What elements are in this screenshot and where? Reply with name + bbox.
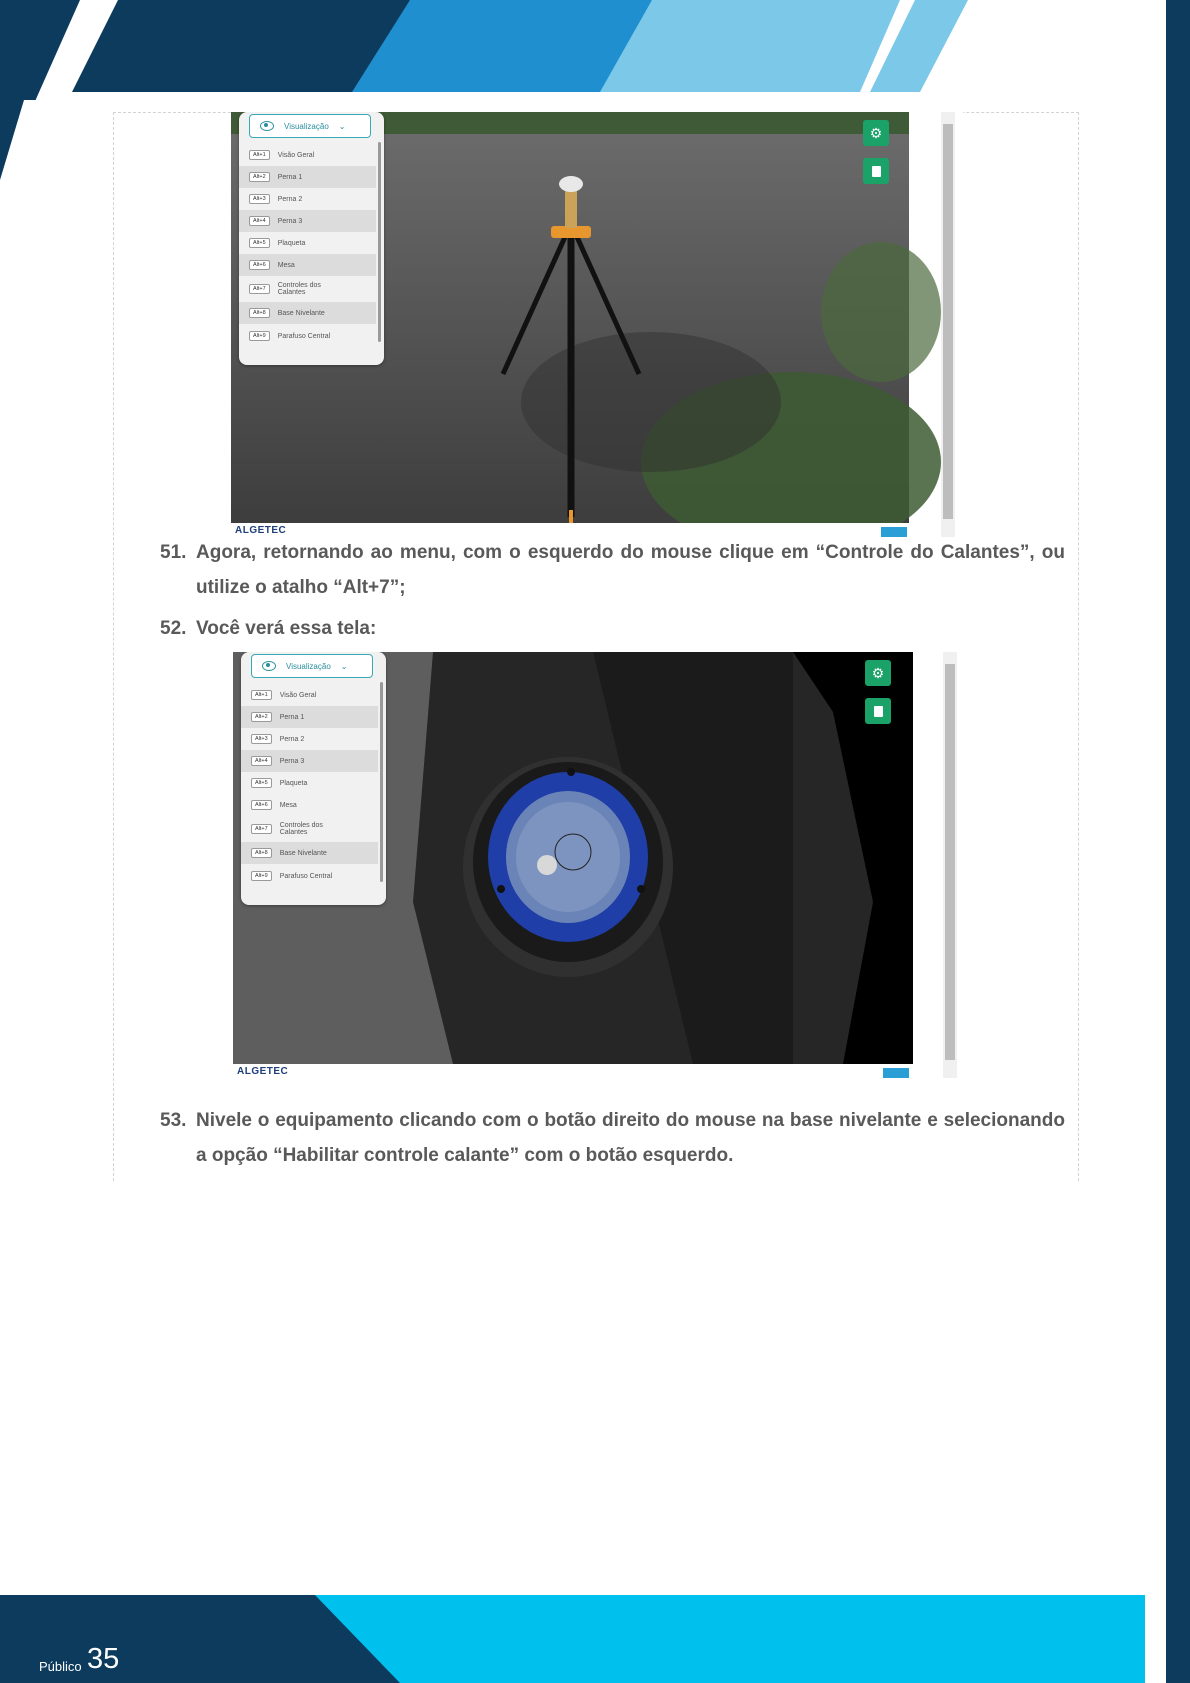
settings-icon: ⚙ [871,664,885,681]
menu-item-base-nivelante[interactable]: Alt+8 Base Nivelante [241,842,378,864]
menu-item-controles-dos-calantes[interactable]: Alt+7 Controles dos Calantes [241,816,378,842]
settings-icon: ⚙ [869,124,883,141]
step-text: Nivele o equipamento clicando com o botão direito do mouse na base nivelante e selecionando a opção “Habilitar controle calante” com o botão esquerdo. [196,1110,1065,1166]
menu-title: Visualização [284,121,329,131]
settings-button[interactable] [863,120,889,146]
step-53 [160,1103,1065,1173]
menu-item-perna-1[interactable]: Alt+2 Perna 1 [241,706,378,728]
page-scrollbar[interactable] [941,112,955,537]
menu-item-base-nivelante[interactable]: Alt+8 Base Nivelante [239,302,376,324]
menu-item-plaqueta[interactable]: Alt+5 Plaqueta [241,772,378,794]
step-number: 53. [160,1110,187,1131]
step-text: Agora, retornando ao menu, com o esquerdo do mouse clique em “Controle do Calantes”, ou utilize o atalho “Alt+7”; [196,542,1065,598]
menu-item-visao-geral[interactable]: Alt+1 Visão Geral [239,144,376,166]
right-sidebar-bar [1166,0,1190,1683]
eye-icon [260,121,274,131]
page-scrollbar[interactable] [943,652,957,1078]
step-51 [160,535,1065,605]
chevron-down-icon: ⌄ [340,661,348,671]
visualization-dropdown-button[interactable] [251,654,373,678]
eye-icon [262,661,276,671]
chevron-down-icon: ⌄ [338,121,346,131]
simulator-screenshot-tripod [231,112,963,537]
menu-item-perna-3[interactable]: Alt+4 Perna 3 [241,750,378,772]
menu-title: Visualização [286,661,331,671]
menu-scrollbar[interactable] [380,682,383,882]
algetec-logo: ALGETEC [235,525,287,536]
step-number: 52. [160,618,187,639]
step-number: 51. [160,542,187,563]
footer-classification: Público [39,1659,82,1674]
step-text: Você verá essa tela: [196,618,377,639]
menu-item-mesa[interactable]: Alt+6 Mesa [239,254,376,276]
menu-item-parafuso-central[interactable]: Alt+9 Parafuso Central [241,864,378,888]
notes-button[interactable] [865,698,891,724]
left-edge-decoration [0,80,30,280]
footer-band [0,1595,1145,1683]
menu-item-plaqueta[interactable]: Alt+5 Plaqueta [239,232,376,254]
menu-scrollbar[interactable] [378,142,381,342]
header-decoration [0,0,1190,100]
app-bottom-bar [233,1064,933,1078]
menu-item-controles-dos-calantes[interactable]: Alt+7 Controles dos Calantes [239,276,376,302]
menu-item-perna-2[interactable]: Alt+3 Perna 2 [241,728,378,750]
menu-item-perna-1[interactable]: Alt+2 Perna 1 [239,166,376,188]
visualization-menu [241,652,386,905]
page-number: 35 [87,1643,120,1675]
menu-item-parafuso-central[interactable]: Alt+9 Parafuso Central [239,324,376,348]
menu-item-perna-3[interactable]: Alt+4 Perna 3 [239,210,376,232]
menu-item-perna-2[interactable]: Alt+3 Perna 2 [239,188,376,210]
menu-item-mesa[interactable]: Alt+6 Mesa [241,794,378,816]
notes-button[interactable] [863,158,889,184]
visualization-dropdown-button[interactable] [249,114,371,138]
step-52 [160,611,1065,646]
simulator-screenshot-leveling-base [233,652,965,1078]
menu-item-visao-geral[interactable]: Alt+1 Visão Geral [241,684,378,706]
visualization-menu [239,112,384,365]
settings-button[interactable] [865,660,891,686]
corner-button[interactable] [883,1068,909,1078]
document-icon [874,706,883,717]
algetec-logo: ALGETEC [237,1066,289,1077]
document-icon [872,166,881,177]
